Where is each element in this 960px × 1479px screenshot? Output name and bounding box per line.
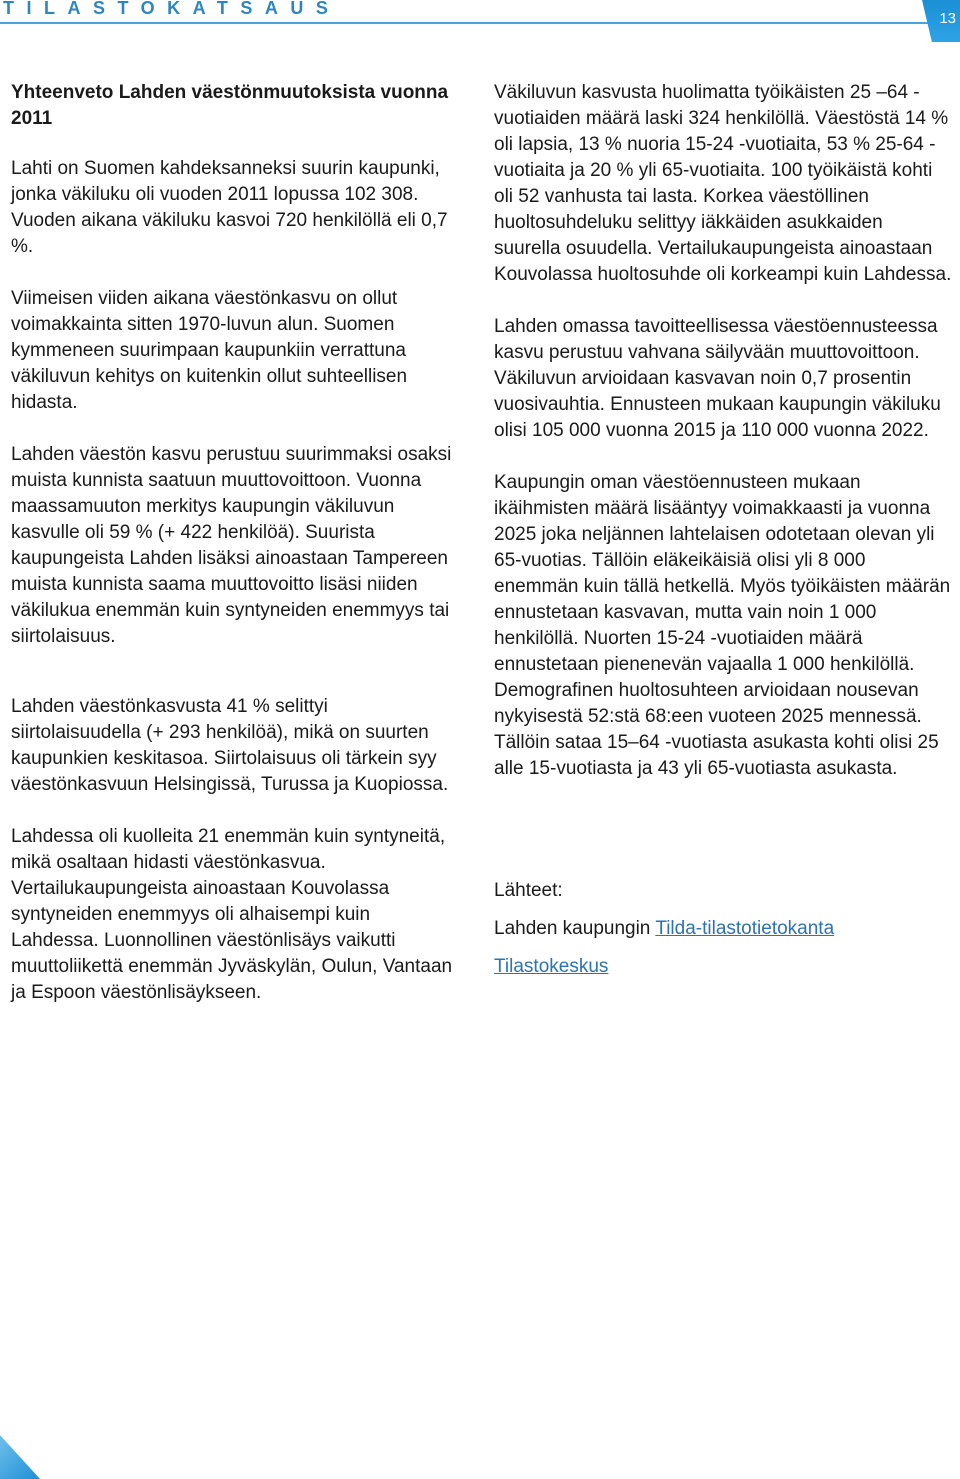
sources-label: Lähteet:: [494, 880, 563, 901]
paragraph-population: Lahti on Suomen kahdeksanneksi suurin kaupunki, jonka väkiluku oli vuoden 2011 lopussa 102 308. Vuoden aikana väkiluku kasvoi 720 henkilöllä eli 0,7 %.: [11, 158, 448, 257]
paragraph-forecast: Lahden omassa tavoitteellisessa väestöennusteessa kasvu perustuu vahvana säilyvään muuttovoittoon. Väkiluvun arvioidaan kasvavan noin 0,7 prosentin vuosivauhtia. Ennusteen mukaan kaupungin väkiluku olisi 105 000 vuonna 2015 ja 110 000 vuonna 2022.: [494, 316, 941, 441]
right-column: [494, 80, 952, 980]
summary-heading: Yhteenveto Lahden väestönmuutoksista vuonna 2011: [11, 82, 449, 129]
paragraph-immigration: Lahden väestönkasvusta 41 % selittyi siirtolaisuudella (+ 293 henkilöä), mikä on suurten kaupunkien keskitasoa. Siirtolaisuus oli tärkein syy väestönkasvuun Helsingissä, Turussa ja Kuopiossa.: [11, 696, 449, 795]
tilastokeskus-link[interactable]: Tilastokeskus: [494, 956, 609, 977]
source-prefix: Lahden kaupungin: [494, 918, 656, 939]
source-item-tilda: [494, 916, 952, 942]
source-item-tilastokeskus: [494, 954, 952, 980]
paragraph-age-structure: Väkiluvun kasvusta huolimatta työikäisten 25 –64 -vuotiaiden määrä laski 324 henkilöllä. Väestöstä 14 % oli lapsia, 13 % nuoria 15-24 -vuotiaita, 53 % 25-64 -vuotiaita ja 20 % yli 65-vuotiaita. 100 työikäistä kohti oli 52 vanhusta tai lasta. Korkea väestöllinen huoltosuhdeluku selittyy iäkkäiden asukkaiden suurella osuudella. Vertailukaupungeista ainoastaan Kouvolassa huoltosuhde oli korkeampi kuin Lahdessa.: [494, 82, 952, 285]
paragraph-elderly-forecast: Kaupungin oman väestöennusteen mukaan ikäihmisten määrä lisääntyy voimakkaasti ja vuonna 2025 joka neljännen lahtelaisen odotetaan olevan yli 65-vuotias. Tällöin eläkeikäisiä olisi yli 8 000 enemmän kuin tällä hetkellä. Myös työikäisten määrän ennustetaan kasvavan, mutta vain noin 1 000 henkilöllä. Nuorten 15-24 -vuotiaiden määrä ennustetaan pienenevän vajaalla 1 000 henkilöllä. Demografinen huoltosuhteen arvioidaan nousevan nykyisestä 52:stä 68:een vuoteen 2025 mennessä. Tällöin sataa 15–64 -vuotiasta asukasta kohti olisi 25 alle 15-vuotiasta ja 43 yli 65-vuotiasta asukasta.: [494, 472, 951, 779]
header-rule: [0, 22, 930, 24]
paragraph-growth-history: Viimeisen viiden aikana väestönkasvu on ollut voimakkainta sitten 1970-luvun alun. Suomen kymmeneen suurimpaan kaupunkiin verrattuna väkiluvun kehitys on kuitenkin ollut suhteellisen hidasta.: [11, 288, 408, 413]
publication-title: TILASTOKATSAUS: [3, 0, 341, 18]
paragraph-migration: Lahden väestön kasvu perustuu suurimmaksi osaksi muista kunnista saatuun muuttovoittoon. Vuonna maassamuuton merkitys kaupungin väkiluvun kasvulle oli 59 % (+ 422 henkilöä). Suurista kaupungeista Lahden lisäksi ainoastaan Tampereen muista kunnista saama muuttovoitto lisäsi niiden väkilukua enemmän kuin syntyneiden enemmyys tai siirtolaisuus.: [11, 444, 452, 647]
paragraph-natural-growth: Lahdessa oli kuolleita 21 enemmän kuin syntyneitä, mikä osaltaan hidasti väestönkasvua. Vertailukaupungeista ainoastaan Kouvolassa syntyneiden enemmyys oli alhaisempi kuin Lahdessa. Luonnollinen väestönlisäys vaikutti muuttoliikettä enemmän Jyväskylän, Oulun, Vantaan ja Espoon väestönlisäykseen.: [11, 826, 453, 1003]
left-column: [11, 80, 461, 1006]
tilda-link[interactable]: Tilda-tilastotietokanta: [655, 918, 835, 939]
page-number: 13: [939, 10, 956, 27]
footer-corner-decoration: [0, 1435, 40, 1479]
